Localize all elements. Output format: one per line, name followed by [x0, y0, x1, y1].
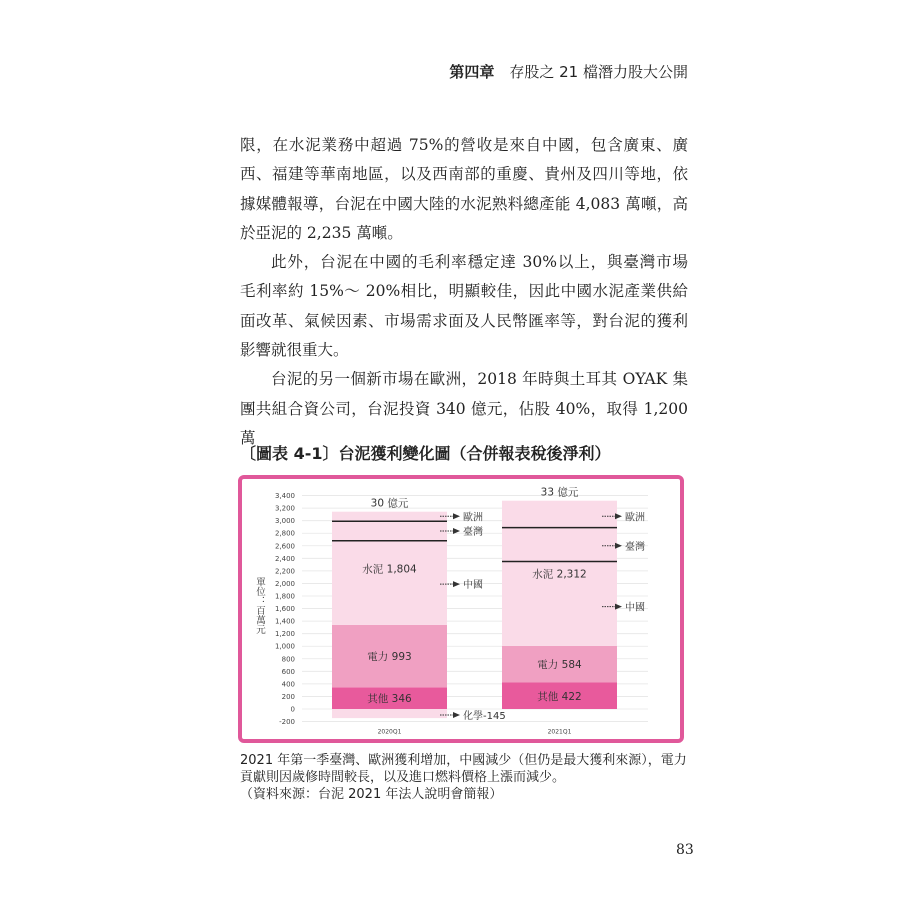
profit-chart — [238, 475, 684, 743]
caption-line: 貢獻則因歲修時間較長，以及進口燃料價格上漲而減少。 — [240, 770, 566, 785]
figure-caption — [240, 752, 688, 803]
y-tick-label: 3,200 — [274, 504, 295, 513]
y-tick-label: 2,000 — [274, 579, 295, 588]
y-tick-label: 600 — [281, 667, 295, 676]
text-line: 毛利率約 15%～ 20%相比，明顯較佳，因此中國水泥產業供給 — [240, 282, 688, 301]
y-tick-label: 1,000 — [274, 642, 295, 651]
chart-svg — [242, 479, 680, 739]
annotation-label: 臺灣 — [463, 527, 483, 539]
segment-label: 水泥 2,312 — [532, 568, 587, 581]
y-tick-label: 2,800 — [274, 529, 295, 538]
text-line: 影響就很重大。 — [240, 341, 349, 360]
text-line: 台泥的另一個新市場在歐洲，2018 年時與土耳其 OYAK 集 — [271, 370, 688, 389]
annotation-label: 中國 — [625, 602, 645, 614]
y-tick-label: 0 — [290, 705, 295, 714]
y-tick-label: 1,400 — [274, 617, 295, 626]
y-tick-label: 1,600 — [274, 605, 295, 614]
y-tick-label: 800 — [281, 655, 295, 664]
bar-total-label: 30 億元 — [370, 497, 409, 510]
y-tick-label: -200 — [279, 718, 295, 727]
bar-segment-化學 — [332, 709, 447, 718]
arrow-icon — [453, 513, 460, 519]
y-tick-label: 1,200 — [274, 630, 295, 639]
text-line: 此外，台泥在中國的毛利率穩定達 30%以上，與臺灣市場 — [271, 253, 688, 272]
body-text — [240, 131, 688, 453]
running-header — [449, 61, 688, 82]
chapter-title: 存股之 21 檔潛力股大公開 — [509, 63, 688, 81]
y-tick-label: 3,000 — [274, 517, 295, 526]
arrow-icon — [453, 712, 460, 718]
chapter-label: 第四章 — [449, 63, 495, 81]
caption-line: 2021 年第一季臺灣、歐洲獲利增加，中國減少（但仍是最大獲利來源），電力 — [240, 753, 687, 768]
arrow-icon — [453, 581, 460, 587]
annotation-label: 臺灣 — [625, 541, 645, 553]
text-line: 據媒體報導，台泥在中國大陸的水泥熟料總產能 4,083 萬噸，高 — [240, 194, 688, 213]
arrow-icon — [615, 513, 622, 519]
y-axis-label: 單位：百萬元 — [254, 577, 265, 634]
page-number: 83 — [676, 842, 694, 858]
y-tick-label: 2,200 — [274, 567, 295, 576]
text-line: 面改革、氣候因素、市場需求面及人民幣匯率等，對台泥的獲利 — [240, 311, 688, 330]
segment-label: 電力 993 — [367, 651, 412, 664]
annotation-label: 化學-145 — [463, 710, 506, 722]
x-tick-label: 2021Q1 — [547, 728, 572, 736]
arrow-icon — [615, 543, 622, 549]
y-tick-label: 2,400 — [274, 554, 295, 563]
text-line: 西、福建等華南地區，以及西南部的重慶、貴州及四川等地，依 — [240, 165, 688, 184]
segment-label: 其他 422 — [537, 690, 582, 703]
y-tick-label: 200 — [281, 692, 295, 701]
annotation-label: 中國 — [463, 580, 483, 592]
x-tick-label: 2020Q1 — [377, 728, 402, 736]
bar-total-label: 33 億元 — [540, 486, 579, 499]
annotation-label: 歐洲 — [625, 512, 645, 524]
y-tick-label: 2,600 — [274, 542, 295, 551]
figure-title: 〔圖表 4-1〕台泥獲利變化圖（合併報表稅後淨利） — [240, 444, 611, 463]
y-tick-label: 1,800 — [274, 592, 295, 601]
segment-label: 其他 346 — [367, 693, 412, 706]
segment-label: 水泥 1,804 — [362, 563, 417, 576]
y-tick-label: 3,400 — [274, 492, 295, 501]
caption-source: （資料來源：台泥 2021 年法人說明會簡報） — [240, 787, 503, 802]
annotation-label: 歐洲 — [463, 512, 483, 524]
text-line: 於亞泥的 2,235 萬噸。 — [240, 223, 403, 242]
segment-label: 電力 584 — [537, 659, 582, 672]
y-tick-label: 400 — [281, 680, 295, 689]
text-line: 限，在水泥業務中超過 75%的營收是來自中國，包含廣東、廣 — [240, 136, 688, 154]
text-line: 團共組合資公司，台泥投資 340 億元，佔股 40%，取得 1,200 萬 — [240, 399, 688, 447]
